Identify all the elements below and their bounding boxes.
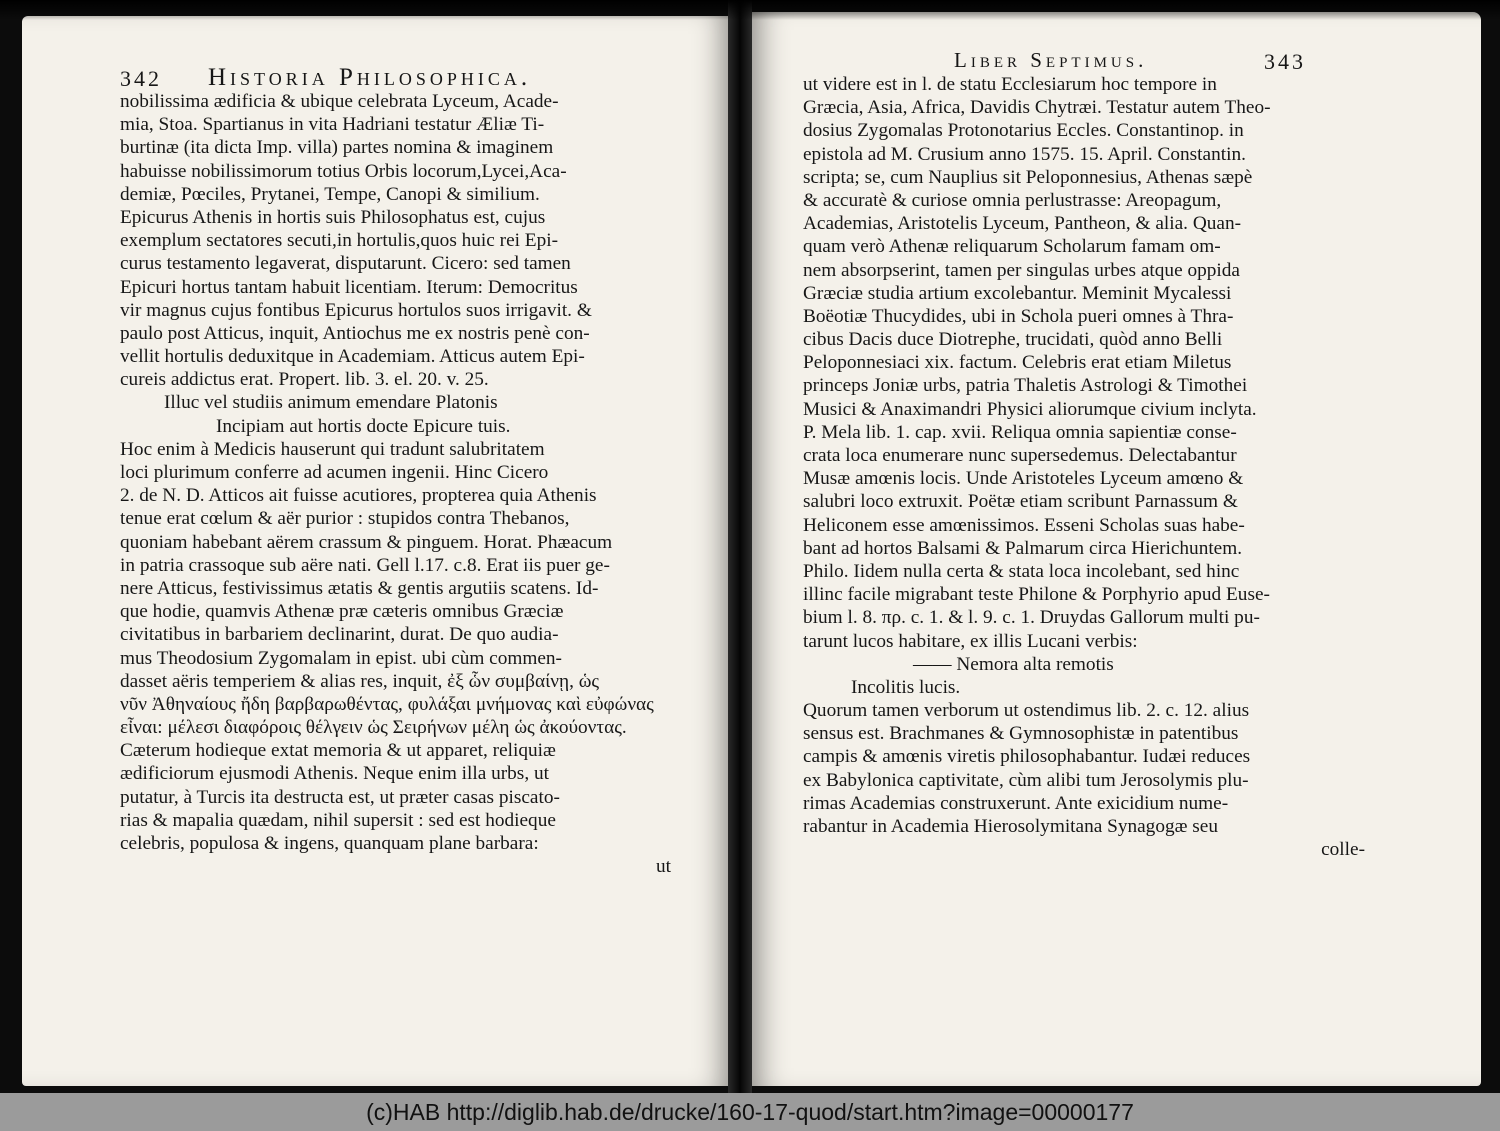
left-text-line: nobilissima ædificia & ubique celebrata Lyceum, Acade- — [120, 91, 559, 112]
right-text-line: crata loca enumerare nunc supersedemus. Delectabantur — [803, 445, 1237, 466]
left-text-line: mus Theodosium Zygomalam in epist. ubi cùm commen- — [120, 647, 562, 669]
right-text-line: Peloponnesiaci xix. factum. Celebris erat etiam Miletus — [803, 352, 1232, 374]
right-text-line: rimas Academias construxerunt. Ante exicidium nume- — [803, 792, 1229, 814]
right-text-line: Musici & Anaximandri Physici aliorumque civium inclyta. — [803, 398, 1257, 420]
left-text-line: tenue erat cœlum & aër purior : stupidos contra Thebanos, — [120, 508, 570, 530]
right-text-line: cibus Dacis duce Diotrephe, trucidati, quòd anno Belli — [803, 329, 1223, 351]
right-text-line: Quorum tamen verborum ut ostendimus lib. 2. c. 12. alius — [803, 700, 1250, 722]
right-text-line: epistola ad M. Crusium anno 1575. 15. April. Constantin. — [803, 143, 1246, 165]
right-text-line: rabantur in Academia Hierosolymitana Synagogæ seu — [803, 816, 1218, 837]
left-text-line: nere Atticus, festivissimus ætatis & gentis argutiis scatens. Id- — [120, 577, 599, 599]
left-text-line: Illuc vel studiis animum emendare Platonis — [164, 392, 498, 414]
left-text-line: loci plurimum conferre ad acumen ingenii. Hinc Cicero — [120, 462, 549, 483]
right-text-line: princeps Joniæ urbs, patria Thaletis Astrologi & Timothei — [803, 375, 1248, 397]
right-text-line: Græciæ studia artium excolebantur. Meminit Mycalessi — [803, 282, 1232, 304]
left-text-line: que hodie, quamvis Athenæ præ cæteris omnibus Græciæ — [120, 601, 564, 623]
left-text-line: putatur, à Turcis ita destructa est, ut præter casas piscato- — [120, 786, 560, 808]
right-text-line: bium l. 8. πρ. c. 1. & l. 9. c. 1. Druydas Gallorum multi pu- — [803, 607, 1260, 629]
right-text-line: Boëotiæ Thucydides, ubi in Schola pueri omnes à Thra- — [803, 305, 1234, 327]
book-gutter — [728, 0, 752, 1093]
right-text-line: Incolitis lucis. — [851, 676, 961, 698]
left-text-line: burtinæ (ita dicta Imp. villa) partes nomina & imaginem — [120, 137, 554, 159]
right-page-number: 343 — [1264, 49, 1306, 74]
left-text-line: exemplum sectatores secuti,in hortulis,quos huic rei Epi- — [120, 230, 559, 252]
right-text-line: nem absorpserint, tamen per singulas urbes atque oppida — [803, 259, 1240, 281]
left-text-line: Cæterum hodieque extat memoria & ut apparet, reliquiæ — [120, 740, 556, 762]
scan-top-edge — [0, 0, 1500, 20]
left-page-text — [120, 90, 675, 878]
right-text-line: sensus est. Brachmanes & Gymnosophistæ in patentibus — [803, 723, 1239, 745]
right-text-line: tarunt lucos habitare, ex illis Lucani verbis: — [803, 630, 1138, 652]
footer-credit: (c)HAB http://diglib.hab.de/drucke/160-17-quod/start.htm?image=00000177 — [0, 1093, 1500, 1131]
right-text-line: illinc facile migrabant teste Philone & Porphyrio apud Euse- — [803, 584, 1270, 606]
left-running-title: Historia Philosophica. — [208, 64, 532, 91]
left-text-line: Hoc enim à Medicis hauserunt qui tradunt salubritatem — [120, 438, 545, 460]
right-page — [746, 12, 1481, 1086]
right-text-line: quam verò Athenæ reliquarum Scholarum famam om- — [803, 236, 1221, 258]
left-text-line: vir magnus cujus fontibus Epicurus hortulos suos irrigavit. & — [120, 299, 592, 321]
right-text-line: bant ad hortos Balsami & Palmarum circa Hierichuntem. — [803, 537, 1243, 559]
right-text-line: Philo. Iidem nulla certa & stata loca incolebant, sed hinc — [803, 560, 1240, 582]
left-text-line: curus testamento legaverat, disputarunt. Cicero: sed tamen — [120, 253, 571, 275]
left-page — [22, 16, 734, 1086]
left-page-number: 342 — [120, 66, 162, 91]
left-text-line: celebris, populosa & ingens, quanquam plane barbara: — [120, 833, 539, 854]
right-text-line: ut videre est in l. de statu Ecclesiarum hoc tempore in — [803, 74, 1217, 95]
right-text-line: P. Mela lib. 1. cap. xvii. Reliqua omnia sapientiæ conse- — [803, 421, 1237, 443]
left-text-line: in patria crassoque sub aëre nati. Gell l.17. c.8. Erat iis puer ge- — [120, 554, 610, 576]
left-text-line: Incipiam aut hortis docte Epicure tuis. — [216, 415, 511, 437]
left-text-line: quoniam habebant aërem crassum & pinguem. Horat. Phæacum — [120, 531, 613, 553]
left-text-line: demiæ, Pœciles, Prytanei, Tempe, Canopi & similium. — [120, 183, 540, 205]
left-text-line: ædificiorum ejusmodi Athenis. Neque enim illa urbs, ut — [120, 763, 549, 785]
right-text-line: dosius Zygomalas Protonotarius Eccles. Constantinop. in — [803, 120, 1244, 142]
left-text-line: mia, Stoa. Spartianus in vita Hadriani testatur Æliæ Ti- — [120, 114, 545, 136]
left-text-line: Epicuri hortus tantam habuit licentiam. Iterum: Democritus — [120, 276, 578, 298]
left-text-line: Epicurus Athenis in hortis suis Philosophatus est, cujus — [120, 206, 546, 228]
left-text-line: dasset aëris temperiem & alias res, inquit, ἐξ ὧν συμβαίνῃ, ὡς — [120, 670, 600, 692]
right-text-line: Heliconem esse amœnissimos. Esseni Scholas suas habe- — [803, 514, 1245, 536]
right-text-line: —— Nemora alta remotis — [913, 653, 1114, 675]
right-text-line: ex Babylonica captivitate, cùm alibi tum Jerosolymis plu- — [803, 769, 1249, 791]
right-text-line: Academias, Aristotelis Lyceum, Pantheon, & alia. Quan- — [803, 213, 1242, 235]
left-text-line: vellit hortulis deduxitque in Academiam. Atticus autem Epi- — [120, 346, 585, 368]
right-text-line: Musæ amœnis locis. Unde Aristoteles Lyceum amœno & — [803, 468, 1244, 490]
right-text-line: Græcia, Asia, Africa, Davidis Chytræi. Testatur autem Theo- — [803, 97, 1271, 119]
left-text-line: rias & mapalia quædam, nihil supersit : sed est hodieque — [120, 809, 556, 831]
left-text-line: habuisse nobilissimorum totius Orbis locorum,Lycei,Aca- — [120, 160, 567, 182]
left-text-line: cureis addictus erat. Propert. lib. 3. el. 20. v. 25. — [120, 369, 489, 391]
right-text-line: campis & amœnis viretis philosophabantur. Iudæi reduces — [803, 746, 1251, 768]
right-text-line: & accuratè & curiose omnia perlustrasse: Areopagum, — [803, 189, 1222, 211]
left-text-line: εἶναι: μέλεσι διαφόροις θέλγειν ὡς Σειρήνων μέλη ὡς ἀκούοντας. — [120, 717, 627, 739]
right-running-title: Liber Septimus. — [954, 48, 1148, 72]
left-text-line: civitatibus in barbariem declinarint, durat. De quo audia- — [120, 624, 559, 646]
left-text-line: 2. de N. D. Atticos ait fuisse acutiores, propterea quia Athenis — [120, 485, 597, 507]
right-page-text — [803, 73, 1369, 861]
right-text-line: salubri loco extruxit. Poëtæ etiam scribunt Parnassum & — [803, 491, 1238, 513]
left-text-line: νῦν Ἀθηναίους ἤδη βαρβαρωθέντας, φυλάξαι μνήμονας καὶ εὐφώνας — [120, 693, 654, 715]
left-text-line: paulo post Atticus, inquit, Antiochus me ex nostris penè con- — [120, 322, 590, 344]
right-text-line: colle- — [1321, 839, 1365, 861]
right-text-line: scripta; se, cum Nauplius sit Peloponnesius, Athenas sæpè — [803, 166, 1253, 188]
left-text-line: ut — [656, 856, 671, 878]
